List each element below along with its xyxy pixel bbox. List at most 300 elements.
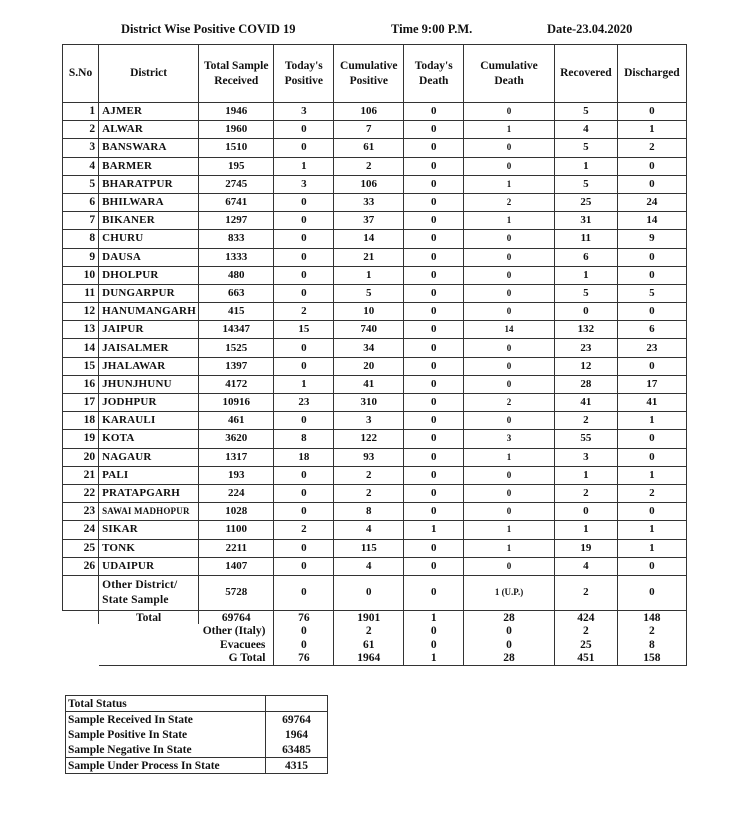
summary-row	[63, 638, 687, 652]
status-row	[66, 742, 328, 758]
row-today-positive: 0	[274, 230, 334, 248]
row-today-positive: 0	[274, 575, 334, 610]
row-today-death: 0	[404, 103, 464, 121]
row-today-positive: 0	[274, 412, 334, 430]
row-cumulative-death: 0	[464, 303, 555, 321]
col-total-sample: Total Sample Received	[199, 45, 274, 103]
row-recovered: 31	[554, 212, 617, 230]
row-cumulative-positive: 8	[334, 503, 404, 521]
row-cumulative-positive: 106	[334, 175, 404, 193]
table-row	[63, 539, 687, 557]
table-row	[63, 193, 687, 211]
row-discharged: 0	[617, 157, 686, 175]
row-cumulative-death: 1 (U.P.)	[464, 575, 555, 610]
row-cumulative-positive: 740	[334, 321, 404, 339]
row-today-positive: 0	[274, 466, 334, 484]
row-cumulative-death: 0	[464, 557, 555, 575]
summary-cumulative-positive: 1901	[334, 610, 404, 624]
row-sno: 8	[63, 230, 99, 248]
status-value: 4315	[266, 758, 328, 774]
total-status-table	[65, 695, 328, 774]
table-row	[63, 466, 687, 484]
row-sno: 21	[63, 466, 99, 484]
summary-recovered: 25	[554, 638, 617, 652]
status-label: Sample Positive In State	[66, 727, 266, 742]
col-today-positive: Today's Positive	[274, 45, 334, 103]
summary-cumulative-positive: 2	[334, 624, 404, 638]
row-today-death: 0	[404, 466, 464, 484]
row-cumulative-positive: 115	[334, 539, 404, 557]
status-label: Sample Received In State	[66, 712, 266, 728]
row-recovered: 23	[554, 339, 617, 357]
header-row	[63, 45, 687, 103]
row-recovered: 5	[554, 139, 617, 157]
row-cumulative-positive: 2	[334, 157, 404, 175]
row-cumulative-death: 0	[464, 284, 555, 302]
row-total-sample: 224	[199, 484, 274, 502]
row-district: JHUNJHUNU	[99, 375, 199, 393]
row-discharged: 1	[617, 539, 686, 557]
table-row	[63, 212, 687, 230]
row-district: DHOLPUR	[99, 266, 199, 284]
summary-today-death: 0	[404, 638, 464, 652]
table-row	[63, 521, 687, 539]
row-district: Other District/ State Sample	[99, 575, 199, 610]
row-discharged: 14	[617, 212, 686, 230]
row-cumulative-death: 0	[464, 484, 555, 502]
row-district: AJMER	[99, 103, 199, 121]
row-cumulative-positive: 3	[334, 412, 404, 430]
row-sno: 17	[63, 394, 99, 412]
row-today-positive: 0	[274, 503, 334, 521]
row-sno: 22	[63, 484, 99, 502]
status-row	[66, 712, 328, 728]
row-total-sample: 1297	[199, 212, 274, 230]
row-recovered: 2	[554, 412, 617, 430]
row-discharged: 1	[617, 121, 686, 139]
row-cumulative-positive: 7	[334, 121, 404, 139]
table-row	[63, 321, 687, 339]
row-today-positive: 0	[274, 248, 334, 266]
row-cumulative-positive: 5	[334, 284, 404, 302]
summary-today-positive: 76	[274, 610, 334, 624]
row-cumulative-death: 1	[464, 539, 555, 557]
summary-row	[63, 624, 687, 638]
row-discharged: 0	[617, 266, 686, 284]
row-cumulative-death: 14	[464, 321, 555, 339]
row-today-positive: 0	[274, 539, 334, 557]
row-district: BHILWARA	[99, 193, 199, 211]
row-recovered: 19	[554, 539, 617, 557]
row-today-death: 0	[404, 193, 464, 211]
table-row	[63, 303, 687, 321]
row-cumulative-death: 0	[464, 248, 555, 266]
row-recovered: 2	[554, 484, 617, 502]
row-cumulative-positive: 4	[334, 557, 404, 575]
col-recovered: Recovered	[554, 45, 617, 103]
row-cumulative-positive: 310	[334, 394, 404, 412]
row-total-sample: 663	[199, 284, 274, 302]
row-recovered: 25	[554, 193, 617, 211]
row-district: NAGAUR	[99, 448, 199, 466]
row-discharged: 0	[617, 103, 686, 121]
row-district: KOTA	[99, 430, 199, 448]
row-sno: 7	[63, 212, 99, 230]
row-today-positive: 15	[274, 321, 334, 339]
row-today-death: 0	[404, 230, 464, 248]
row-cumulative-positive: 37	[334, 212, 404, 230]
row-total-sample: 14347	[199, 321, 274, 339]
summary-today-death: 1	[404, 651, 464, 665]
row-discharged: 0	[617, 357, 686, 375]
row-cumulative-positive: 61	[334, 139, 404, 157]
row-district: SAWAI MADHOPUR	[99, 503, 199, 521]
summary-spacer	[63, 624, 99, 638]
table-row	[63, 430, 687, 448]
row-total-sample: 3620	[199, 430, 274, 448]
row-today-death: 0	[404, 575, 464, 610]
report-time: Time 9:00 P.M.	[391, 22, 473, 36]
summary-cumulative-death: 0	[464, 638, 555, 652]
row-cumulative-positive: 2	[334, 466, 404, 484]
row-recovered: 5	[554, 284, 617, 302]
row-recovered: 55	[554, 430, 617, 448]
row-cumulative-death: 1	[464, 448, 555, 466]
row-sno: 16	[63, 375, 99, 393]
col-today-death: Today's Death	[404, 45, 464, 103]
summary-today-death: 0	[404, 624, 464, 638]
summary-recovered: 424	[554, 610, 617, 624]
row-today-death: 0	[404, 557, 464, 575]
row-recovered: 11	[554, 230, 617, 248]
row-sno: 19	[63, 430, 99, 448]
summary-discharged: 8	[617, 638, 686, 652]
other-district-row	[63, 575, 687, 610]
row-sno: 20	[63, 448, 99, 466]
summary-label: Other (Italy)	[202, 625, 266, 638]
row-total-sample: 480	[199, 266, 274, 284]
row-cumulative-death: 0	[464, 375, 555, 393]
row-recovered: 0	[554, 503, 617, 521]
row-sno: 3	[63, 139, 99, 157]
row-sno: 11	[63, 284, 99, 302]
table-row	[63, 448, 687, 466]
table-row	[63, 484, 687, 502]
status-value: 69764	[266, 712, 328, 728]
row-recovered: 4	[554, 121, 617, 139]
row-sno	[63, 575, 99, 610]
row-discharged: 1	[617, 521, 686, 539]
table-row	[63, 103, 687, 121]
row-recovered: 1	[554, 466, 617, 484]
row-cumulative-death: 0	[464, 157, 555, 175]
row-district: DAUSA	[99, 248, 199, 266]
status-label: Sample Negative In State	[66, 742, 266, 758]
status-label: Sample Under Process In State	[66, 758, 266, 774]
summary-today-positive: 0	[274, 638, 334, 652]
row-today-death: 0	[404, 139, 464, 157]
row-discharged: 1	[617, 466, 686, 484]
summary-cumulative-death: 0	[464, 624, 555, 638]
row-district: KARAULI	[99, 412, 199, 430]
row-cumulative-positive: 14	[334, 230, 404, 248]
row-cumulative-death: 3	[464, 430, 555, 448]
row-cumulative-positive: 1	[334, 266, 404, 284]
row-total-sample: 1525	[199, 339, 274, 357]
row-total-sample: 461	[199, 412, 274, 430]
row-cumulative-positive: 41	[334, 375, 404, 393]
row-today-positive: 0	[274, 266, 334, 284]
table-row	[63, 412, 687, 430]
row-cumulative-positive: 10	[334, 303, 404, 321]
row-cumulative-positive: 33	[334, 193, 404, 211]
row-discharged: 0	[617, 448, 686, 466]
row-district: CHURU	[99, 230, 199, 248]
row-total-sample: 833	[199, 230, 274, 248]
row-total-sample: 1028	[199, 503, 274, 521]
row-cumulative-positive: 106	[334, 103, 404, 121]
summary-today-death: 1	[404, 610, 464, 624]
row-discharged: 23	[617, 339, 686, 357]
row-cumulative-positive: 122	[334, 430, 404, 448]
row-district: BHARATPUR	[99, 175, 199, 193]
row-district: JHALAWAR	[99, 357, 199, 375]
row-today-positive: 2	[274, 521, 334, 539]
row-discharged: 24	[617, 193, 686, 211]
table-row	[63, 284, 687, 302]
row-district: DUNGARPUR	[99, 284, 199, 302]
row-today-death: 0	[404, 357, 464, 375]
row-district: PALI	[99, 466, 199, 484]
row-discharged: 1	[617, 412, 686, 430]
col-cumulative-death: Cumulative Death	[464, 45, 555, 103]
row-recovered: 3	[554, 448, 617, 466]
row-recovered: 0	[554, 303, 617, 321]
row-today-death: 0	[404, 539, 464, 557]
summary-row	[63, 610, 687, 624]
row-sno: 23	[63, 503, 99, 521]
table-row	[63, 357, 687, 375]
summary-spacer	[63, 638, 99, 652]
summary-spacer	[63, 651, 99, 665]
row-today-positive: 0	[274, 484, 334, 502]
row-recovered: 132	[554, 321, 617, 339]
row-district: ALWAR	[99, 121, 199, 139]
row-recovered: 2	[554, 575, 617, 610]
row-district: BIKANER	[99, 212, 199, 230]
summary-cumulative-positive: 61	[334, 638, 404, 652]
row-discharged: 2	[617, 139, 686, 157]
row-total-sample: 4172	[199, 375, 274, 393]
row-cumulative-death: 0	[464, 230, 555, 248]
table-row	[63, 139, 687, 157]
summary-spacer	[63, 610, 99, 624]
row-cumulative-death: 1	[464, 175, 555, 193]
row-district: JAIPUR	[99, 321, 199, 339]
row-today-death: 0	[404, 266, 464, 284]
row-today-positive: 0	[274, 193, 334, 211]
summary-discharged: 148	[617, 610, 686, 624]
row-cumulative-death: 2	[464, 193, 555, 211]
row-total-sample: 1510	[199, 139, 274, 157]
row-cumulative-death: 1	[464, 212, 555, 230]
row-total-sample: 1946	[199, 103, 274, 121]
row-today-death: 0	[404, 448, 464, 466]
report-date: Date-23.04.2020	[547, 22, 633, 36]
row-total-sample: 5728	[199, 575, 274, 610]
row-total-sample: 10916	[199, 394, 274, 412]
table-row	[63, 394, 687, 412]
summary-today-positive: 76	[274, 651, 334, 665]
summary-recovered: 2	[554, 624, 617, 638]
col-sno: S.No	[63, 45, 99, 103]
row-total-sample: 1100	[199, 521, 274, 539]
summary-discharged: 158	[617, 651, 686, 665]
row-total-sample: 1960	[199, 121, 274, 139]
row-cumulative-positive: 0	[334, 575, 404, 610]
summary-today-positive: 0	[274, 624, 334, 638]
row-recovered: 28	[554, 375, 617, 393]
row-district: JAISALMER	[99, 339, 199, 357]
row-cumulative-positive: 21	[334, 248, 404, 266]
row-today-death: 0	[404, 121, 464, 139]
row-cumulative-death: 0	[464, 412, 555, 430]
row-sno: 26	[63, 557, 99, 575]
row-total-sample: 1317	[199, 448, 274, 466]
summary-row	[63, 651, 687, 665]
row-cumulative-positive: 4	[334, 521, 404, 539]
summary-cumulative-positive: 1964	[334, 651, 404, 665]
row-discharged: 0	[617, 557, 686, 575]
row-sno: 10	[63, 266, 99, 284]
row-cumulative-positive: 20	[334, 357, 404, 375]
row-sno: 9	[63, 248, 99, 266]
row-today-positive: 1	[274, 375, 334, 393]
row-discharged: 9	[617, 230, 686, 248]
summary-discharged: 2	[617, 624, 686, 638]
row-cumulative-positive: 34	[334, 339, 404, 357]
row-total-sample: 2211	[199, 539, 274, 557]
row-discharged: 2	[617, 484, 686, 502]
summary-cumulative-death: 28	[464, 610, 555, 624]
row-district: PRATAPGARH	[99, 484, 199, 502]
status-value: 1964	[266, 727, 328, 742]
row-sno: 18	[63, 412, 99, 430]
status-row	[66, 758, 328, 774]
table-row	[63, 503, 687, 521]
row-cumulative-positive: 2	[334, 484, 404, 502]
row-today-positive: 3	[274, 175, 334, 193]
row-discharged: 0	[617, 503, 686, 521]
table-row	[63, 557, 687, 575]
district-table	[62, 44, 687, 666]
row-today-positive: 23	[274, 394, 334, 412]
row-today-positive: 0	[274, 212, 334, 230]
row-today-positive: 3	[274, 103, 334, 121]
summary-recovered: 451	[554, 651, 617, 665]
row-recovered: 12	[554, 357, 617, 375]
row-recovered: 6	[554, 248, 617, 266]
table-row	[63, 339, 687, 357]
row-sno: 24	[63, 521, 99, 539]
row-today-death: 1	[404, 521, 464, 539]
col-cumulative-positive: Cumulative Positive	[334, 45, 404, 103]
row-today-positive: 2	[274, 303, 334, 321]
row-today-positive: 0	[274, 557, 334, 575]
row-recovered: 5	[554, 103, 617, 121]
row-today-positive: 1	[274, 157, 334, 175]
row-district: SIKAR	[99, 521, 199, 539]
summary-label: Evacuees	[220, 638, 266, 651]
row-today-death: 0	[404, 430, 464, 448]
summary-label: Total	[99, 610, 199, 624]
row-district: UDAIPUR	[99, 557, 199, 575]
row-discharged: 0	[617, 430, 686, 448]
row-today-positive: 18	[274, 448, 334, 466]
row-district: JODHPUR	[99, 394, 199, 412]
row-today-death: 0	[404, 503, 464, 521]
row-cumulative-death: 0	[464, 466, 555, 484]
row-total-sample: 1407	[199, 557, 274, 575]
row-recovered: 1	[554, 266, 617, 284]
row-cumulative-death: 0	[464, 139, 555, 157]
row-today-death: 0	[404, 339, 464, 357]
report-title: District Wise Positive COVID 19	[121, 22, 296, 36]
row-recovered: 1	[554, 521, 617, 539]
row-total-sample: 195	[199, 157, 274, 175]
status-row	[66, 727, 328, 742]
row-district: BANSWARA	[99, 139, 199, 157]
row-cumulative-death: 0	[464, 103, 555, 121]
row-cumulative-positive: 93	[334, 448, 404, 466]
row-today-death: 0	[404, 175, 464, 193]
table-row	[63, 248, 687, 266]
row-total-sample: 415	[199, 303, 274, 321]
row-today-death: 0	[404, 394, 464, 412]
row-sno: 12	[63, 303, 99, 321]
row-total-sample: 193	[199, 466, 274, 484]
table-row	[63, 375, 687, 393]
table-row	[63, 121, 687, 139]
row-cumulative-death: 2	[464, 394, 555, 412]
row-sno: 5	[63, 175, 99, 193]
row-today-positive: 0	[274, 284, 334, 302]
row-district: HANUMANGARH	[99, 303, 199, 321]
row-discharged: 0	[617, 248, 686, 266]
row-sno: 2	[63, 121, 99, 139]
row-total-sample: 1397	[199, 357, 274, 375]
row-today-death: 0	[404, 321, 464, 339]
row-sno: 6	[63, 193, 99, 211]
row-cumulative-death: 0	[464, 266, 555, 284]
row-today-positive: 0	[274, 339, 334, 357]
row-cumulative-death: 0	[464, 357, 555, 375]
row-discharged: 5	[617, 284, 686, 302]
row-today-positive: 0	[274, 139, 334, 157]
row-district: BARMER	[99, 157, 199, 175]
row-sno: 14	[63, 339, 99, 357]
row-recovered: 41	[554, 394, 617, 412]
row-today-death: 0	[404, 484, 464, 502]
row-recovered: 5	[554, 175, 617, 193]
row-cumulative-death: 0	[464, 503, 555, 521]
row-today-death: 0	[404, 157, 464, 175]
col-discharged: Discharged	[617, 45, 686, 103]
row-today-death: 0	[404, 284, 464, 302]
row-sno: 15	[63, 357, 99, 375]
row-cumulative-death: 1	[464, 121, 555, 139]
row-today-death: 0	[404, 303, 464, 321]
